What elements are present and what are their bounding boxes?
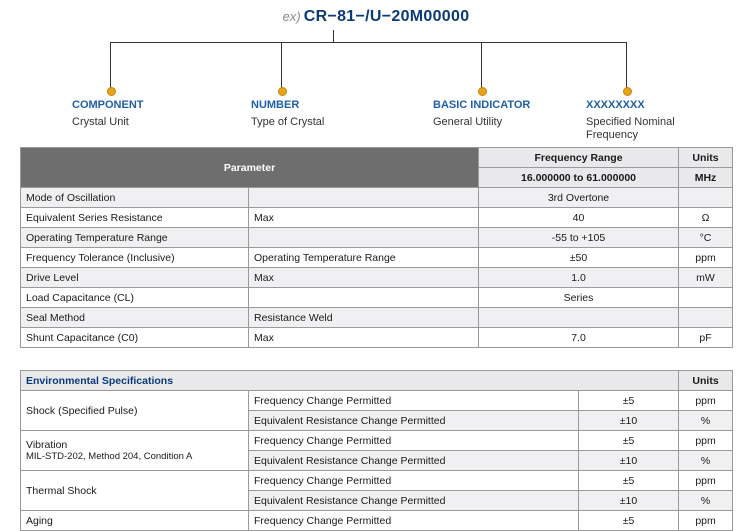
env-item-value: ±10 — [579, 451, 679, 471]
header-frequency-range: Frequency Range — [479, 148, 679, 168]
cell-value: 1.0 — [479, 268, 679, 288]
marker-dot-icon — [478, 87, 487, 96]
cell-value: 7.0 — [479, 328, 679, 348]
env-item-label: Equivalent Resistance Change Permitted — [249, 411, 579, 431]
cell-parameter: Seal Method — [21, 308, 249, 328]
env-row-name: Thermal Shock — [21, 471, 249, 511]
table-row — [21, 268, 733, 288]
cell-parameter: Equivalent Series Resistance — [21, 208, 249, 228]
marker-dot-icon — [278, 87, 287, 96]
table-row — [21, 328, 733, 348]
header-units-value: MHz — [679, 168, 733, 188]
callout-desc-basic-indicator: General Utility — [433, 116, 503, 128]
cell-parameter: Drive Level — [21, 268, 249, 288]
env-item-label: Frequency Change Permitted — [249, 431, 579, 451]
environmental-table-wrapper — [0, 370, 752, 531]
example-label: ex) — [282, 9, 301, 24]
part-number-diagram — [0, 0, 752, 145]
cell-condition — [249, 228, 479, 248]
cell-units — [679, 288, 733, 308]
callout-title-component: COMPONENT — [72, 99, 144, 111]
specification-table — [20, 147, 733, 348]
env-item-value: ±5 — [579, 511, 679, 531]
cell-units: mW — [679, 268, 733, 288]
header-parameter: Parameter — [21, 148, 479, 188]
table-header-row — [21, 148, 733, 168]
env-item-label: Frequency Change Permitted — [249, 511, 579, 531]
callout-title-frequency: XXXXXXXX — [586, 99, 645, 111]
cell-condition — [249, 288, 479, 308]
callout-desc-component: Crystal Unit — [72, 116, 129, 128]
env-item-label: Frequency Change Permitted — [249, 391, 579, 411]
table-row — [21, 248, 733, 268]
leader-drop-component — [110, 42, 111, 90]
cell-units — [679, 188, 733, 208]
cell-value: 40 — [479, 208, 679, 228]
leader-drop-number — [281, 42, 282, 90]
env-item-units: ppm — [679, 471, 733, 491]
env-item-units: % — [679, 491, 733, 511]
cell-parameter: Mode of Oscillation — [21, 188, 249, 208]
env-item-value: ±5 — [579, 471, 679, 491]
leader-bar-right — [402, 42, 626, 43]
env-header-row — [21, 371, 733, 391]
env-item-units: ppm — [679, 391, 733, 411]
callout-title-number: NUMBER — [251, 99, 300, 111]
cell-condition: Max — [249, 328, 479, 348]
cell-condition: Max — [249, 208, 479, 228]
env-row-name: Aging — [21, 511, 249, 531]
table-row — [21, 188, 733, 208]
table-row — [21, 228, 733, 248]
cell-units: Ω — [679, 208, 733, 228]
leader-drop-indicator — [481, 42, 482, 90]
env-header-title: Environmental Specifications — [21, 371, 679, 391]
table-row — [21, 288, 733, 308]
env-item-units: % — [679, 411, 733, 431]
env-item-value: ±10 — [579, 411, 679, 431]
env-row-name: Shock (Specified Pulse) — [21, 391, 249, 431]
env-header-units: Units — [679, 371, 733, 391]
cell-value: 3rd Overtone — [479, 188, 679, 208]
marker-dot-icon — [623, 87, 632, 96]
cell-parameter: Shunt Capacitance (C0) — [21, 328, 249, 348]
table-row — [21, 511, 733, 531]
env-item-label: Equivalent Resistance Change Permitted — [249, 491, 579, 511]
leader-drop-frequency — [626, 42, 627, 90]
header-frequency-range-value: 16.000000 to 61.000000 — [479, 168, 679, 188]
part-number-title — [0, 8, 752, 26]
table-row — [21, 431, 733, 451]
cell-parameter: Frequency Tolerance (Inclusive) — [21, 248, 249, 268]
cell-value: -55 to +105 — [479, 228, 679, 248]
environmental-specifications-table — [20, 370, 733, 531]
env-row-name-vibration — [21, 431, 249, 471]
env-item-label: Equivalent Resistance Change Permitted — [249, 451, 579, 471]
env-row-subtext: MIL-STD-202, Method 204, Condition A — [26, 451, 193, 462]
cell-parameter: Load Capacitance (CL) — [21, 288, 249, 308]
cell-value: ±50 — [479, 248, 679, 268]
env-item-value: ±5 — [579, 391, 679, 411]
part-number-code: CR−81−/U−20M00000 — [303, 8, 470, 25]
cell-units: ppm — [679, 248, 733, 268]
cell-condition: Resistance Weld — [249, 308, 479, 328]
cell-condition — [249, 188, 479, 208]
cell-condition: Operating Temperature Range — [249, 248, 479, 268]
table-row — [21, 391, 733, 411]
leader-bar-left — [110, 42, 402, 43]
callout-desc-frequency: Specified Nominal Frequency — [586, 116, 675, 141]
cell-units — [679, 308, 733, 328]
env-item-units: ppm — [679, 431, 733, 451]
env-row-name: Vibration — [26, 439, 68, 451]
env-item-units: ppm — [679, 511, 733, 531]
env-item-label: Frequency Change Permitted — [249, 471, 579, 491]
env-item-value: ±10 — [579, 491, 679, 511]
leader-stem — [333, 30, 334, 42]
table-row — [21, 308, 733, 328]
cell-parameter: Operating Temperature Range — [21, 228, 249, 248]
specification-table-wrapper — [0, 147, 752, 348]
callout-desc-number: Type of Crystal — [251, 116, 325, 128]
marker-dot-icon — [107, 87, 116, 96]
cell-units: pF — [679, 328, 733, 348]
cell-units: °C — [679, 228, 733, 248]
env-item-value: ±5 — [579, 431, 679, 451]
cell-value: Series — [479, 288, 679, 308]
env-item-units: % — [679, 451, 733, 471]
table-row — [21, 208, 733, 228]
header-units: Units — [679, 148, 733, 168]
cell-value — [479, 308, 679, 328]
cell-condition: Max — [249, 268, 479, 288]
table-row — [21, 471, 733, 491]
callout-title-basic-indicator: BASIC INDICATOR — [433, 99, 531, 111]
